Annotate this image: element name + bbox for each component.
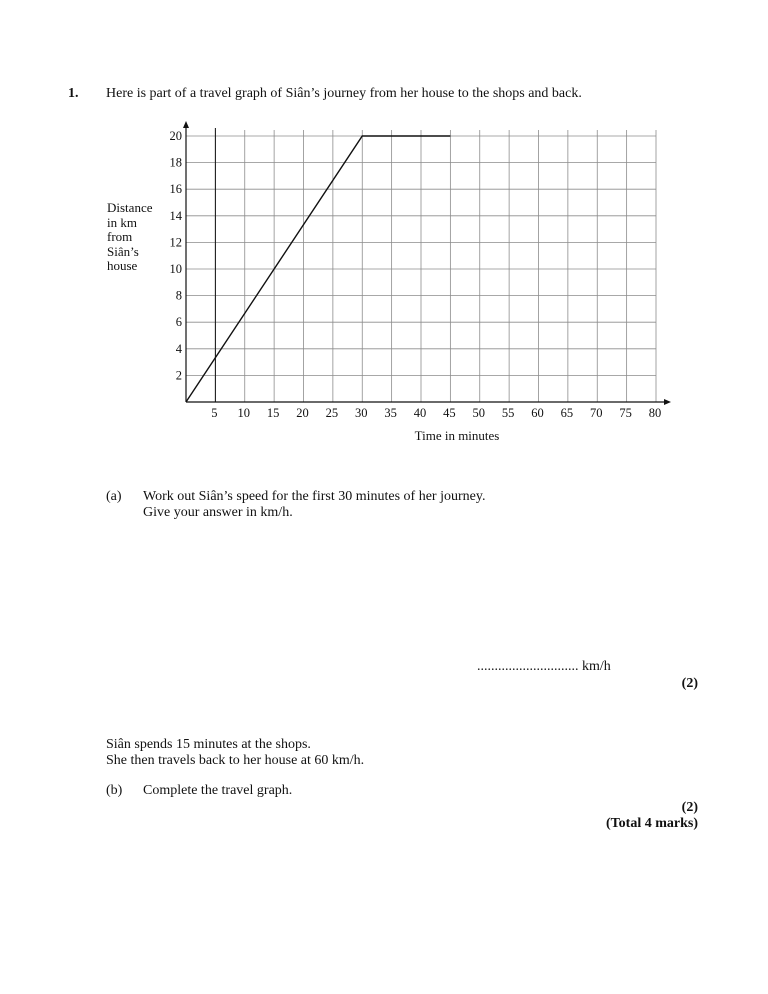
total-marks: (Total 4 marks) [605, 816, 698, 831]
grid [186, 130, 656, 402]
x-tick-label: 15 [266, 406, 280, 420]
travel-graph [0, 0, 768, 480]
part-b-label: (b) [106, 783, 123, 798]
x-tick-label: 70 [590, 406, 603, 420]
part-a-label: (a) [106, 489, 122, 504]
question-number: 1. [68, 86, 79, 101]
y-tick-label: 12 [169, 235, 182, 250]
x-tick-label: 60 [531, 406, 544, 420]
axes [183, 121, 671, 405]
tick-labels [170, 129, 662, 420]
x-tick-label: 40 [413, 406, 427, 420]
y-tick-label: 6 [175, 315, 182, 330]
answer-line-kmh[interactable]: ............................. km/h [477, 659, 611, 674]
x-tick-label: 10 [237, 406, 250, 420]
part-a-marks: (2) [681, 676, 698, 691]
info-line1: Siân spends 15 minutes at the shops. [106, 737, 311, 752]
y-label-line: in km [107, 214, 137, 230]
x-tick-label: 45 [443, 406, 456, 420]
y-tick-label: 8 [175, 288, 182, 303]
y-axis-arrow [183, 121, 189, 128]
x-axis-arrow [664, 399, 671, 405]
y-tick-label: 2 [175, 368, 182, 383]
x-tick-label: 25 [325, 406, 339, 420]
y-label-line: from [107, 229, 133, 244]
y-tick-label: 4 [175, 341, 182, 356]
part-a-text [143, 489, 485, 521]
x-axis-label: Time in minutes [414, 428, 500, 443]
x-tick-label: 35 [384, 406, 397, 420]
y-label-line: Siân’s [107, 243, 139, 259]
y-tick-label: 14 [169, 208, 182, 223]
x-tick-label: 5 [211, 406, 218, 420]
x-tick-label: 30 [355, 406, 368, 420]
y-tick-label: 16 [169, 182, 182, 197]
info-text [106, 737, 364, 769]
y-label-line: house [107, 258, 138, 273]
part-a-line1: Work out Siân’s speed for the first 30 minutes of her journey. [143, 489, 486, 504]
x-tick-label: 80 [648, 406, 662, 420]
question-text: Here is part of a travel graph of Siân’s journey from her house to the shops and back. [106, 86, 582, 101]
x-tick-label: 20 [296, 406, 309, 420]
part-a-line2: Give your answer in km/h. [143, 505, 293, 520]
x-tick-label: 65 [560, 406, 574, 420]
part-b-text: Complete the travel graph. [143, 783, 293, 798]
info-line2: She then travels back to her house at 60 km/h. [106, 753, 365, 768]
x-tick-label: 50 [472, 406, 485, 420]
y-tick-label: 10 [169, 262, 182, 276]
x-tick-label: 55 [501, 406, 515, 420]
y-tick-label: 20 [169, 129, 182, 143]
y-label-line: Distance [107, 200, 153, 215]
x-tick-label: 75 [619, 406, 632, 420]
y-tick-label: 18 [169, 155, 182, 170]
part-b-marks: (2) [681, 800, 698, 815]
